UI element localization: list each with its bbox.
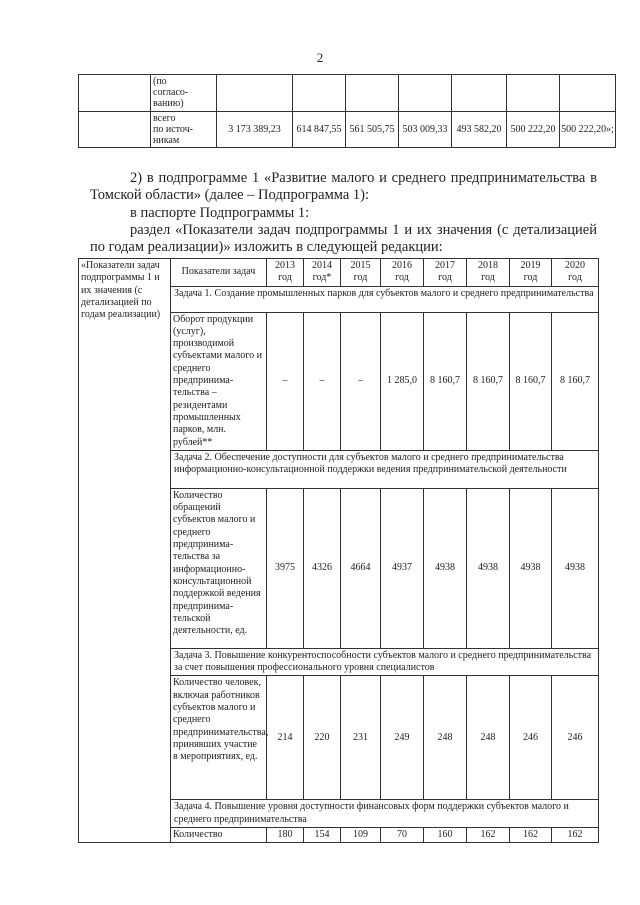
value-cell: – bbox=[304, 312, 341, 450]
column-header: 2016 год bbox=[381, 259, 424, 287]
table-row bbox=[79, 75, 616, 112]
value-cell: 109 bbox=[341, 828, 381, 843]
value-cell: 500 222,20 bbox=[507, 112, 560, 148]
value-cell: 4664 bbox=[341, 488, 381, 648]
column-header: 2014 год* bbox=[304, 259, 341, 287]
value-cell: 214 bbox=[267, 676, 304, 800]
value-cell: 1 285,0 bbox=[381, 312, 424, 450]
value-cell: 561 505,75 bbox=[346, 112, 399, 148]
value-cell: 4938 bbox=[467, 488, 510, 648]
value-cell: 503 009,33 bbox=[399, 112, 452, 148]
value-cell: 162 bbox=[552, 828, 599, 843]
value-cell: 8 160,7 bbox=[552, 312, 599, 450]
value-cell: 180 bbox=[267, 828, 304, 843]
empty-cell bbox=[79, 75, 151, 112]
value-cell: 70 bbox=[381, 828, 424, 843]
value-cell bbox=[399, 75, 452, 112]
paragraph-passport: в паспорте Подпрограммы 1: bbox=[130, 205, 310, 221]
value-cell: 162 bbox=[467, 828, 510, 843]
value-cell bbox=[293, 75, 346, 112]
indicator-name: Количество обращений субъектов малого и среднего предпринима-тельства за информационно-консультационной поддержкой ведения предпринима-тельской деятельности, ед. bbox=[171, 488, 267, 648]
column-header: 2017 год bbox=[424, 259, 467, 287]
value-cell: 500 222,20»; bbox=[560, 112, 616, 148]
task-title: Задача 1. Создание промышленных парков для субъектов малого и среднего предпринимательства bbox=[171, 286, 599, 312]
page-number: 2 bbox=[316, 50, 324, 65]
value-cell: 8 160,7 bbox=[424, 312, 467, 450]
value-cell: 248 bbox=[467, 676, 510, 800]
task-title: Задача 4. Повышение уровня доступности финансовых форм поддержки субъектов малого и среднего предпринимательства bbox=[171, 800, 599, 828]
value-cell bbox=[452, 75, 507, 112]
column-header: Показатели задач bbox=[171, 259, 267, 287]
value-cell: 4938 bbox=[424, 488, 467, 648]
value-cell: 160 bbox=[424, 828, 467, 843]
column-header: 2019 год bbox=[510, 259, 552, 287]
value-cell: 154 bbox=[304, 828, 341, 843]
value-cell: – bbox=[267, 312, 304, 450]
funding-table bbox=[78, 74, 616, 148]
indicator-name: Количество bbox=[171, 828, 267, 843]
paragraph-subprogram: 2) в подпрограмме 1 «Развитие малого и среднего предпринимательства в Томской области» (далее – Подпрограмма 1): bbox=[90, 170, 597, 203]
indicator-name: Оборот продукции (услуг), производимой субъектами малого и среднего предпринима-тельства – резидентами промышленных парков, млн. рублей** bbox=[171, 312, 267, 450]
row-label: «Показатели задач подпрограммы 1 и их значения (с детализацией по годам реализации) bbox=[79, 259, 171, 843]
value-cell: 4938 bbox=[552, 488, 599, 648]
value-cell: 246 bbox=[510, 676, 552, 800]
value-cell: 3 173 389,23 bbox=[217, 112, 293, 148]
value-cell: 493 582,20 bbox=[452, 112, 507, 148]
value-cell: 4937 bbox=[381, 488, 424, 648]
value-cell: 249 bbox=[381, 676, 424, 800]
paragraph-section: раздел «Показатели задач подпрограммы 1 и их значения (с детализацией по годам реализации)» изложить в следующей редакции: bbox=[90, 222, 597, 255]
value-cell: 8 160,7 bbox=[510, 312, 552, 450]
value-cell: 8 160,7 bbox=[467, 312, 510, 450]
value-cell: 248 bbox=[424, 676, 467, 800]
column-header: 2018 год bbox=[467, 259, 510, 287]
indicators-table bbox=[78, 258, 599, 843]
value-cell: 246 bbox=[552, 676, 599, 800]
row-label: всего по источ- никам bbox=[151, 112, 217, 148]
value-cell: 4938 bbox=[510, 488, 552, 648]
value-cell bbox=[560, 75, 616, 112]
value-cell: 162 bbox=[510, 828, 552, 843]
value-cell bbox=[217, 75, 293, 112]
indicator-name: Количество человек, включая работников субъектов малого и среднего предпринимательства, принявших участие в мероприятиях, ед. bbox=[171, 676, 267, 800]
value-cell: – bbox=[341, 312, 381, 450]
value-cell: 231 bbox=[341, 676, 381, 800]
column-header: 2020 год bbox=[552, 259, 599, 287]
value-cell: 220 bbox=[304, 676, 341, 800]
row-label: (по согласо- ванию) bbox=[151, 75, 217, 112]
header-row bbox=[79, 259, 599, 287]
value-cell: 3975 bbox=[267, 488, 304, 648]
column-header: 2013 год bbox=[267, 259, 304, 287]
column-header: 2015 год bbox=[341, 259, 381, 287]
value-cell: 614 847,55 bbox=[293, 112, 346, 148]
value-cell bbox=[346, 75, 399, 112]
task-title: Задача 2. Обеспечение доступности для субъектов малого и среднего предпринимательства информационно-консультационной поддержки ведения предпринимательской деятельности bbox=[171, 450, 599, 488]
empty-cell bbox=[79, 112, 151, 148]
value-cell bbox=[507, 75, 560, 112]
table-row bbox=[79, 112, 616, 148]
value-cell: 4326 bbox=[304, 488, 341, 648]
task-title: Задача 3. Повышение конкурентоспособности субъектов малого и среднего предпринимательства за счет повышения профессионального уровня специалистов bbox=[171, 648, 599, 676]
